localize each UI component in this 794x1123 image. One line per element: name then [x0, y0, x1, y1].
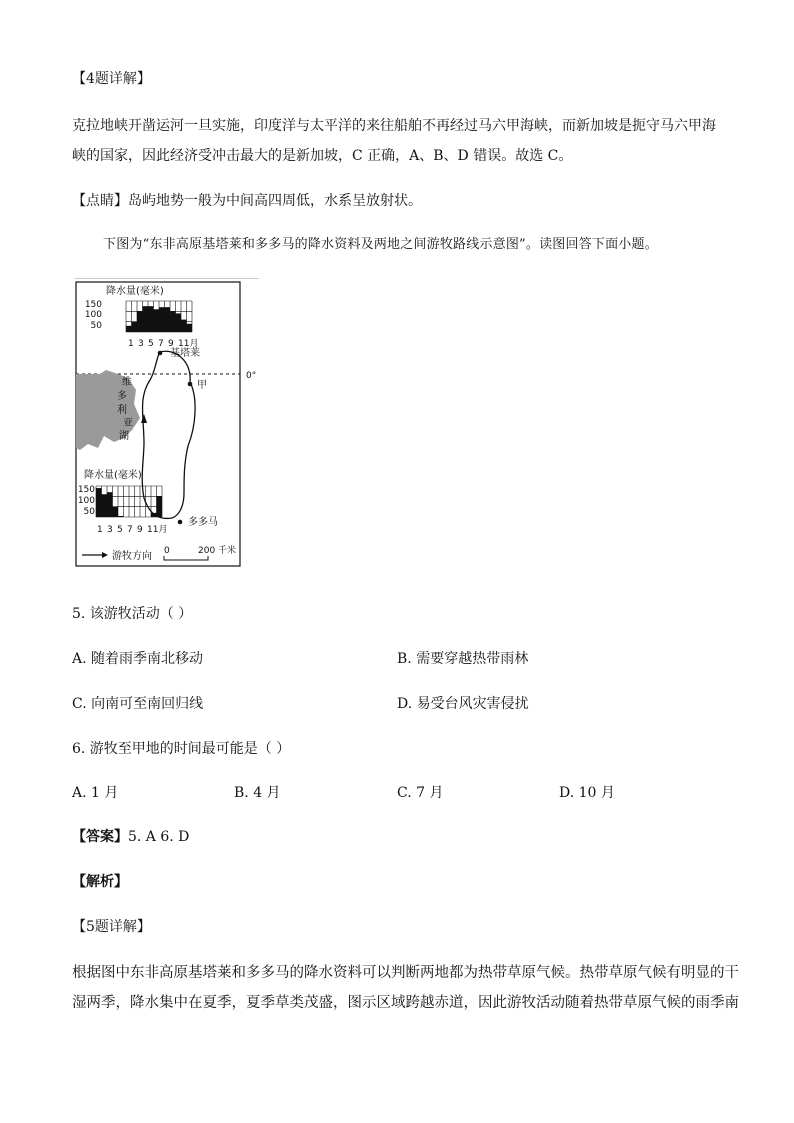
- lake-label-2: 多: [117, 391, 127, 402]
- dianjing-note: 【点睛】岛屿地势一般为中间高四周低，水系呈放射状。: [72, 193, 422, 209]
- top-ytick-150: 150: [84, 300, 102, 310]
- top-chart-bar-12: [187, 324, 193, 332]
- q5-option-d[interactable]: D. 易受台风灾害侵扰: [397, 696, 529, 712]
- bottom-chart-bar-2: [102, 494, 108, 517]
- jia-dot: [188, 382, 193, 387]
- dodoma-dot: [178, 520, 183, 525]
- q5-detail-heading: 【5题详解】: [72, 919, 151, 935]
- top-ytick-100: 100: [84, 310, 102, 320]
- top-chart-bar-4: [143, 306, 149, 332]
- top-xtick-11: 11月: [178, 339, 199, 349]
- bottom-xtick-7: 7: [127, 525, 133, 535]
- top-chart-bar-8: [165, 307, 171, 332]
- lake-label-1: 维: [122, 377, 132, 388]
- q6-option-b[interactable]: B. 4 月: [234, 785, 281, 801]
- bottom-xtick-5: 5: [117, 525, 123, 535]
- bottom-chart-bar-4: [113, 507, 119, 517]
- lake-label-3: 利: [117, 405, 127, 416]
- bottom-xtick-3: 3: [107, 525, 113, 535]
- scale-label: 200 千米: [198, 546, 237, 556]
- top-ytick-50: 50: [90, 321, 102, 331]
- kitale-dot: [158, 351, 163, 356]
- bottom-ytick-100: 100: [77, 496, 95, 506]
- analysis-line-1: 根据图中东非高原基塔莱和多多马的降水资料可以判断两地都为热带草原气候。热带草原气候有明显的干: [72, 965, 739, 981]
- scale-zero: 0: [164, 546, 170, 556]
- bottom-xtick-11: 11月: [147, 525, 168, 535]
- route-arrow: [141, 414, 147, 423]
- analysis-label: 【解析】: [72, 874, 128, 890]
- top-chart-title: 降水量(毫米): [106, 286, 164, 297]
- q5-option-a[interactable]: A. 随着雨季南北移动: [72, 651, 204, 667]
- answer-line: [72, 826, 189, 846]
- q5-option-b[interactable]: B. 需要穿越热带雨林: [397, 651, 529, 667]
- top-chart-plot: [126, 301, 192, 332]
- dodoma-rainfall-chart: [78, 468, 168, 535]
- legend-label: 游牧方向: [112, 551, 152, 562]
- bottom-ytick-50: 50: [83, 507, 95, 517]
- q4-detail-heading: 【4题详解】: [72, 71, 151, 87]
- bottom-xtick-1: 1: [97, 525, 103, 535]
- answer-label: 【答案】: [72, 829, 128, 845]
- top-xtick-7: 7: [158, 339, 164, 349]
- q4-detail-line-2: 峡的国家，因此经济受冲击最大的是新加坡，C 正确，A、B、D 错误。故选 C。: [72, 148, 573, 164]
- q6-stem: 6. 游牧至甲地的时间最可能是（ ）: [72, 741, 291, 757]
- q6-option-d[interactable]: D. 10 月: [559, 785, 615, 801]
- migration-route: [142, 351, 195, 518]
- dodoma-label: 多多马: [188, 517, 218, 528]
- top-chart-bar-10: [176, 313, 182, 332]
- q6-option-c[interactable]: C. 7 月: [397, 785, 444, 801]
- lake-label-4: 亚: [123, 418, 133, 429]
- top-chart-bar-7: [159, 307, 165, 332]
- bottom-chart-bar-1: [96, 488, 102, 517]
- top-xtick-5: 5: [148, 339, 154, 349]
- legend-arrow-icon: [102, 552, 108, 558]
- analysis-line-2: 湿两季，降水集中在夏季，夏季草类茂盛，图示区域跨越赤道，因此游牧活动随着热带草原气候的雨季南: [72, 995, 739, 1011]
- q5-option-c[interactable]: C. 向南可至南回归线: [72, 696, 204, 712]
- kitale-label: 基塔莱: [170, 348, 200, 359]
- answer-text: 5. A 6. D: [128, 829, 190, 845]
- q4-detail-line-1: 克拉地峡开凿运河一旦实施，印度洋与太平洋的来往船舶不再经过马六甲海峡，而新加坡是扼守马六甲海: [72, 118, 716, 134]
- rainfall-migration-map: [74, 278, 259, 568]
- bottom-chart-title: 降水量(毫米): [84, 470, 142, 481]
- figure-intro: 下图为“东非高原基塔莱和多多马的降水资料及两地之间游牧路线示意图”。读图回答下面小题。: [103, 237, 658, 252]
- top-chart-bar-6: [154, 309, 160, 332]
- scale-bar: [164, 556, 208, 560]
- bottom-ytick-150: 150: [77, 485, 95, 495]
- q5-stem: 5. 该游牧活动（ ）: [72, 606, 193, 622]
- kitale-rainfall-chart: [85, 284, 199, 349]
- top-xtick-3: 3: [138, 339, 144, 349]
- top-xtick-9: 9: [168, 339, 174, 349]
- q6-option-a[interactable]: A. 1 月: [72, 785, 119, 801]
- bottom-xtick-9: 9: [137, 525, 143, 535]
- top-chart-bar-1: [126, 326, 132, 332]
- top-xtick-1: 1: [128, 339, 134, 349]
- equator-label: 0°: [246, 371, 257, 381]
- bottom-chart-bar-11: [151, 513, 157, 517]
- top-chart-bar-5: [148, 306, 154, 332]
- lake-label-5: 湖: [119, 431, 129, 442]
- top-chart-bar-2: [132, 322, 138, 332]
- bottom-chart-bar-3: [107, 492, 113, 517]
- jia-label: 甲: [197, 380, 207, 391]
